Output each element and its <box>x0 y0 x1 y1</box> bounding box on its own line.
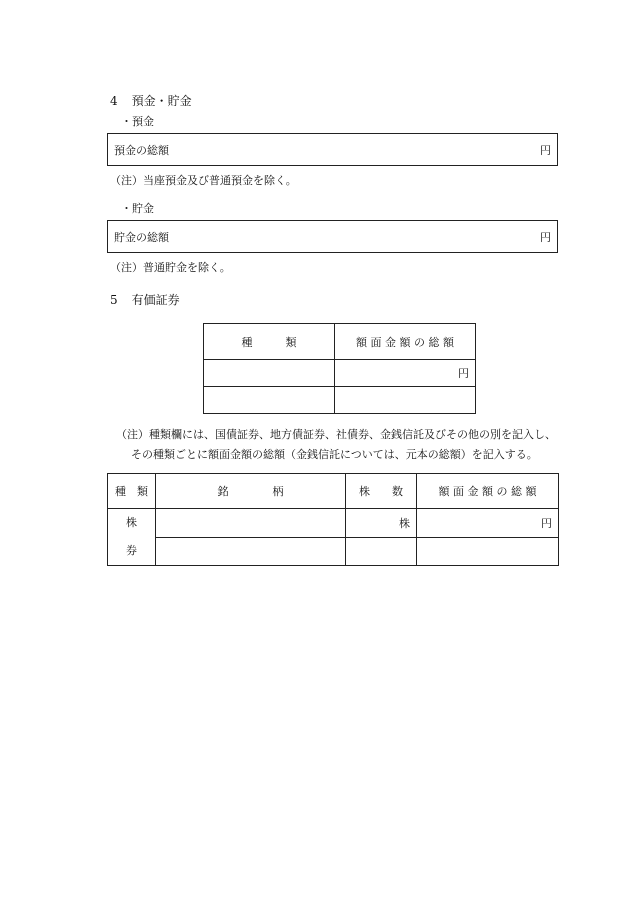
table-header-row <box>108 474 559 509</box>
table-row <box>204 387 476 414</box>
header-type: 種 類 <box>204 324 335 360</box>
amount-cell[interactable] <box>417 537 559 566</box>
securities-note-line1: （注）種類欄には、国債証券、地方債証券、社債券、金銭信託及びその他の別を記入し、 <box>116 428 556 441</box>
shares-cell[interactable] <box>346 537 417 566</box>
header-brand: 銘 柄 <box>156 474 346 509</box>
securities-summary-table <box>203 323 476 414</box>
stock-label-top: 株 <box>126 516 137 529</box>
deposit-note: （注）当座預金及び普通預金を除く。 <box>110 174 297 187</box>
savings-total-unit: 円 <box>540 231 551 244</box>
section4-heading <box>110 95 192 107</box>
table-header-row <box>204 324 476 360</box>
deposit-total-box <box>107 133 558 166</box>
securities-note-line2: その種類ごとに額面金額の総額（金銭信託については、元本の総額）を記入する。 <box>131 448 538 461</box>
amount-cell[interactable]: 円 <box>417 509 559 538</box>
deposit-subheading: ・預金 <box>121 115 154 128</box>
savings-total-box <box>107 220 558 253</box>
header-face-amount-total: 額 面 金 額 の 総 額 <box>417 474 559 509</box>
savings-note: （注）普通貯金を除く。 <box>110 261 231 274</box>
type-cell[interactable] <box>204 387 335 414</box>
stock-type-cell <box>108 509 156 566</box>
savings-subheading: ・貯金 <box>121 202 154 215</box>
header-type: 種 類 <box>108 474 156 509</box>
stock-label-bottom: 券 <box>126 544 137 557</box>
brand-cell[interactable] <box>156 509 346 538</box>
header-face-amount-total: 額 面 金 額 の 総 額 <box>335 324 476 360</box>
shares-cell[interactable]: 株 <box>346 509 417 538</box>
table-row <box>108 509 559 538</box>
brand-cell[interactable] <box>156 537 346 566</box>
section4-title: 預金・貯金 <box>131 94 192 108</box>
amount-cell[interactable]: 円 <box>335 360 476 387</box>
savings-total-label: 貯金の総額 <box>114 231 169 244</box>
deposit-total-label: 預金の総額 <box>114 144 169 157</box>
amount-cell[interactable] <box>335 387 476 414</box>
type-cell[interactable] <box>204 360 335 387</box>
section5-heading <box>110 294 180 306</box>
table-row <box>108 537 559 566</box>
section5-title: 有価証券 <box>131 293 180 307</box>
section5-number: 5 <box>110 293 118 307</box>
table-row <box>204 360 476 387</box>
stock-table <box>107 473 559 566</box>
deposit-total-unit: 円 <box>540 144 551 157</box>
header-share-count: 株 数 <box>346 474 417 509</box>
section4-number: 4 <box>110 94 118 108</box>
